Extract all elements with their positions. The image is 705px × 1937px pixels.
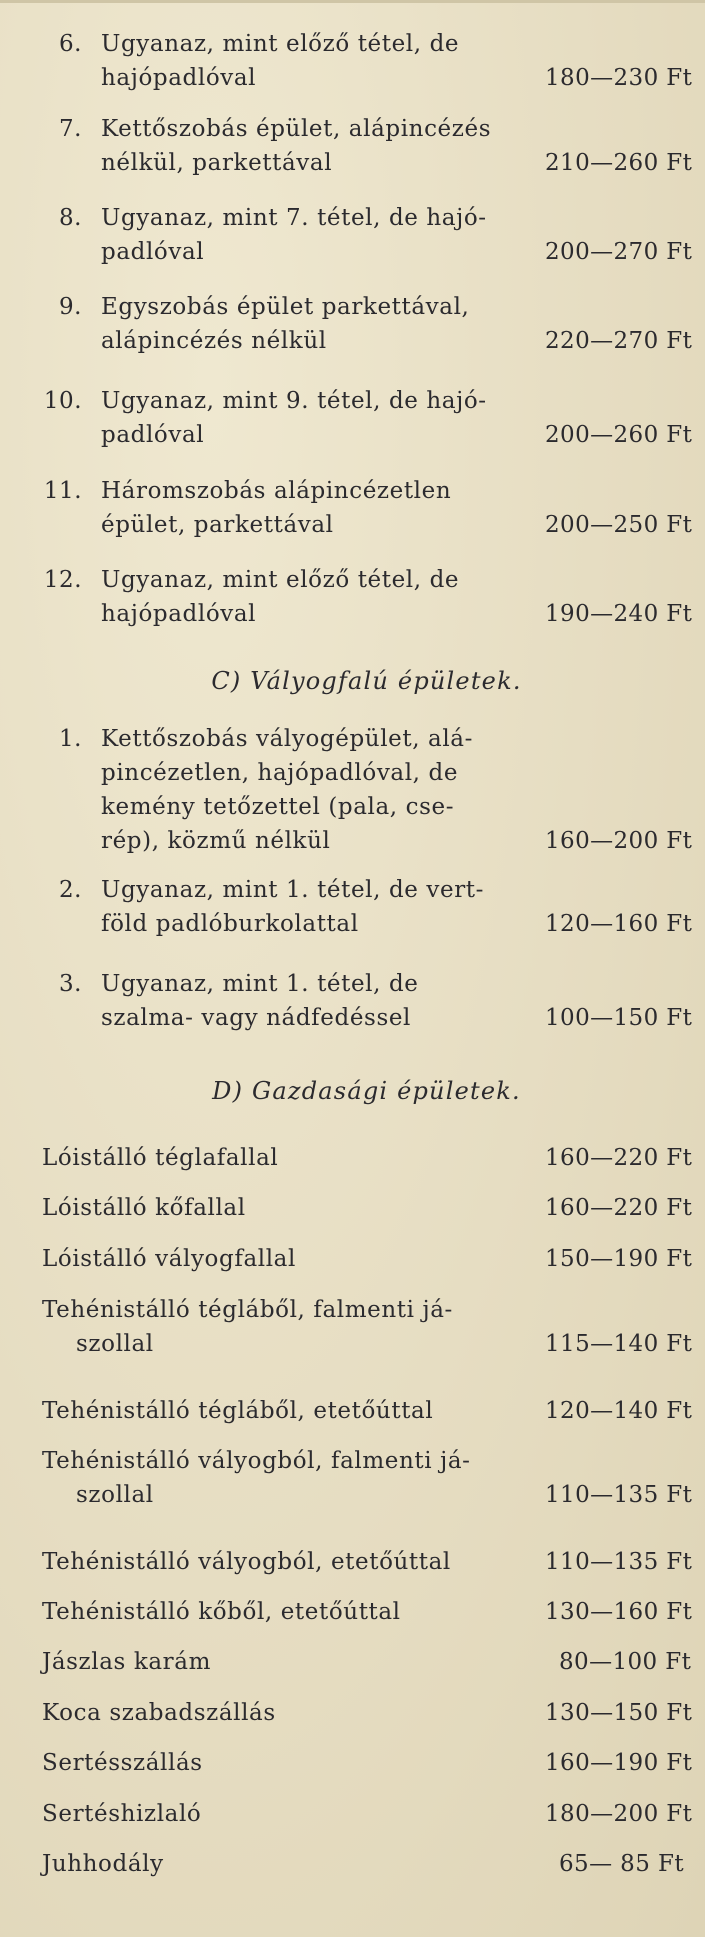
item-price: 115—140 Ft — [545, 1331, 693, 1357]
item-description: Tehénistálló vályogból, falmenti já- szollal — [42, 1448, 471, 1508]
item-description: Lóistálló kőfallal — [42, 1195, 246, 1221]
item-price: 110—135 Ft — [545, 1482, 693, 1508]
item-number: 11. — [43, 478, 82, 504]
item-price: 200—270 Ft — [545, 239, 693, 265]
item-description: Koca szabadszállás — [42, 1700, 276, 1726]
top-rule — [0, 0, 705, 3]
item-price: 120—140 Ft — [545, 1398, 693, 1424]
item-number: 12. — [43, 567, 82, 593]
item-number: 6. — [59, 31, 82, 57]
item-number: 2. — [59, 877, 82, 903]
item-price: 120—160 Ft — [545, 911, 693, 937]
item-description: Háromszobás alápincézetlen épület, parkettával — [101, 478, 452, 538]
item-description: Sertésszállás — [42, 1750, 203, 1776]
item-description: Ugyanaz, mint 1. tétel, de szalma- vagy nádfedéssel — [101, 971, 419, 1031]
item-price: 180—200 Ft — [545, 1801, 693, 1827]
item-description: Ugyanaz, mint 1. tétel, de vert- föld padlóburkolattal — [101, 877, 485, 937]
item-description: Sertéshizlaló — [42, 1801, 202, 1827]
item-price: 160—220 Ft — [545, 1145, 693, 1171]
item-price: 190—240 Ft — [545, 601, 693, 627]
section-d-heading: D) Gazdasági épületek. — [212, 1077, 521, 1105]
item-number: 10. — [43, 388, 82, 414]
item-number: 9. — [59, 294, 82, 320]
item-description: Egyszobás épület parkettával, alápincézés nélkül — [101, 294, 470, 354]
item-number: 8. — [59, 205, 82, 231]
item-price: 200—250 Ft — [545, 512, 693, 538]
item-description: Ugyanaz, mint előző tétel, de hajópadlóval — [101, 567, 460, 627]
item-description: Tehénistálló tégláből, falmenti já- szollal — [42, 1297, 453, 1357]
item-description: Juhhodály — [42, 1851, 164, 1877]
item-price: 160—190 Ft — [545, 1750, 693, 1776]
item-price: 160—220 Ft — [545, 1195, 693, 1221]
item-price: 210—260 Ft — [545, 150, 693, 176]
item-description: Ugyanaz, mint 7. tétel, de hajó- padlóval — [101, 205, 487, 265]
item-description: Tehénistálló kőből, etetőúttal — [42, 1599, 401, 1625]
item-description: Lóistálló téglafallal — [42, 1145, 279, 1171]
item-number: 3. — [59, 971, 82, 997]
item-price: 150—190 Ft — [545, 1246, 693, 1272]
item-description: Jászlas karám — [42, 1649, 212, 1675]
item-description: Ugyanaz, mint 9. tétel, de hajó- padlóval — [101, 388, 487, 448]
item-number: 7. — [59, 116, 82, 142]
item-number: 1. — [59, 726, 82, 752]
item-description: Lóistálló vályogfallal — [42, 1246, 296, 1272]
item-description: Tehénistálló vályogból, etetőúttal — [42, 1549, 451, 1575]
item-description: Kettőszobás épület, alápincézés nélkül, parkettával — [101, 116, 492, 176]
item-price: 130—160 Ft — [545, 1599, 693, 1625]
item-price: 130—150 Ft — [545, 1700, 693, 1726]
item-price: 160—200 Ft — [545, 828, 693, 854]
item-price: 65— 85 Ft — [559, 1851, 684, 1877]
item-description: Tehénistálló tégláből, etetőúttal — [42, 1398, 434, 1424]
item-price: 80—100 Ft — [559, 1649, 692, 1675]
item-description: Ugyanaz, mint előző tétel, de hajópadlóval — [101, 31, 460, 91]
item-price: 200—260 Ft — [545, 422, 693, 448]
section-c-heading: C) Vályogfalú épületek. — [211, 667, 522, 695]
item-price: 100—150 Ft — [545, 1005, 693, 1031]
item-price: 180—230 Ft — [545, 65, 693, 91]
item-price: 220—270 Ft — [545, 328, 693, 354]
item-description: Kettőszobás vályogépület, alá- pincézetlen, hajópadlóval, de kemény tetőzettel (pala, cse- rép), közmű nélkül — [101, 726, 473, 854]
item-price: 110—135 Ft — [545, 1549, 693, 1575]
